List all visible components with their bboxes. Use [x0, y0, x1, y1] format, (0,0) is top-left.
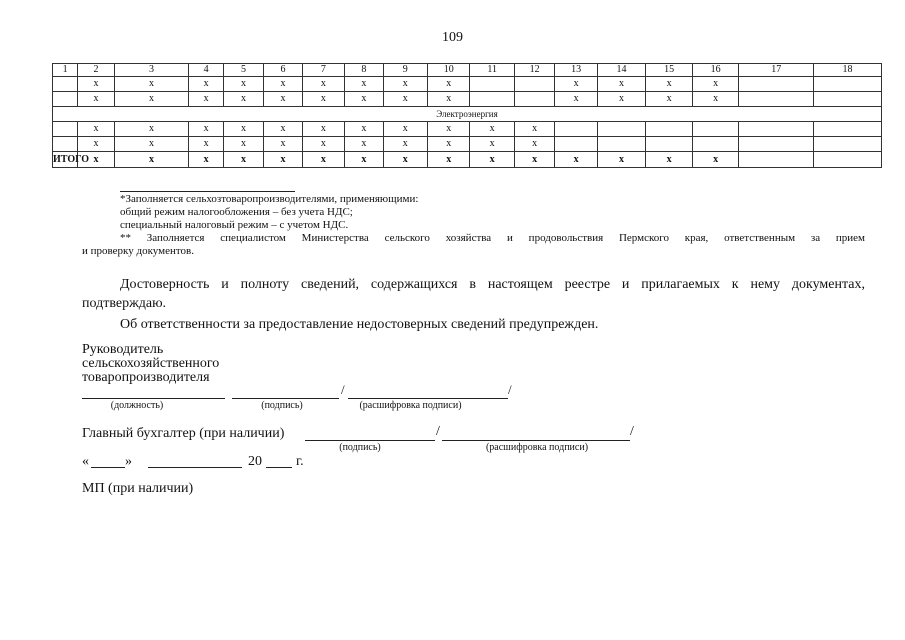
caption-position: (должность): [110, 400, 164, 411]
date-close-quote: »: [125, 454, 132, 469]
footnote-2: ** Заполняется специалистом Министерства сельского хозяйства и продовольствия Пермского края, ответственным за прием: [120, 232, 865, 244]
table-cell: [646, 122, 693, 137]
table-cell: [555, 122, 597, 137]
table-cell: x: [264, 77, 302, 92]
table-cell: x: [514, 122, 554, 137]
date-day-field[interactable]: [91, 467, 125, 468]
table-cell: x: [427, 152, 469, 168]
table-cell: 3: [114, 64, 189, 77]
table-cell: x: [692, 77, 739, 92]
table-cell: 11: [470, 64, 514, 77]
table-cell: x: [302, 77, 344, 92]
table-cell: x: [383, 152, 427, 168]
table-cell: x: [345, 137, 383, 152]
footnote-2-cont: и проверку документов.: [82, 245, 194, 257]
date-year-prefix: 20: [248, 454, 262, 469]
table-cell: x: [345, 122, 383, 137]
table-cell: 9: [383, 64, 427, 77]
table-cell: x: [78, 137, 114, 152]
head-title-line-2: сельскохозяйственного: [82, 356, 220, 371]
table-cell: x: [223, 137, 263, 152]
table-cell: x: [597, 77, 646, 92]
table-cell: x: [514, 137, 554, 152]
table-cell: [814, 152, 882, 168]
section-title: Электроэнергия: [53, 107, 882, 122]
footnote-1b: специальный налоговый режим – с учетом НДС.: [120, 219, 349, 231]
table-cell: x: [345, 77, 383, 92]
date-year-suffix: г.: [296, 454, 304, 469]
table-cell: x: [78, 77, 114, 92]
table-row: [53, 122, 882, 137]
table-cell: x: [345, 152, 383, 168]
accountant-decoding-field[interactable]: [442, 440, 630, 441]
position-field[interactable]: [82, 398, 225, 399]
table-cell: [739, 122, 814, 137]
date-month-field[interactable]: [148, 467, 242, 468]
table-cell: [470, 92, 514, 107]
table-cell: x: [189, 152, 223, 168]
table-cell: 4: [189, 64, 223, 77]
chief-accountant-label: Главный бухгалтер (при наличии): [82, 426, 285, 441]
head-title-line-3: товаропроизводителя: [82, 370, 210, 385]
table-cell: [814, 122, 882, 137]
table-cell: x: [78, 92, 114, 107]
table-cell: 12: [514, 64, 554, 77]
table-cell: x: [470, 137, 514, 152]
table-cell: x: [692, 92, 739, 107]
table-cell: x: [114, 77, 189, 92]
table-cell: 7: [302, 64, 344, 77]
accountant-signature-field[interactable]: [305, 440, 435, 441]
certification-para-1: Достоверность и полноту сведений, содержащихся в настоящем реестре и прилагаемых к нему документах,: [120, 277, 865, 292]
head-title: [82, 343, 219, 385]
table-cell: x: [383, 77, 427, 92]
table-cell: x: [264, 152, 302, 168]
table-cell: [470, 77, 514, 92]
table-cell: x: [427, 137, 469, 152]
table-cell: x: [692, 152, 739, 168]
table-cell: x: [78, 122, 114, 137]
table-cell: [739, 77, 814, 92]
table-row: [53, 77, 882, 92]
table-cell: x: [427, 77, 469, 92]
table-cell: 1: [53, 64, 78, 77]
table-cell: [814, 77, 882, 92]
certification-para-1-cont: подтверждаю.: [82, 296, 167, 311]
table-cell: x: [189, 122, 223, 137]
head-title-line-1: Руководитель: [82, 342, 164, 357]
table-cell: 17: [739, 64, 814, 77]
table-cell: x: [383, 122, 427, 137]
table-cell: 5: [223, 64, 263, 77]
table-cell: 18: [814, 64, 882, 77]
table-cell: x: [646, 152, 693, 168]
table-row: [53, 137, 882, 152]
table-row: [53, 92, 882, 107]
table-cell: 2: [78, 64, 114, 77]
table-cell: x: [223, 77, 263, 92]
section-row: [53, 107, 882, 122]
table-cell: x: [114, 152, 189, 168]
table-cell: x: [383, 137, 427, 152]
registry-table: [52, 63, 882, 168]
table-cell: x: [189, 137, 223, 152]
head-signature-field[interactable]: [232, 398, 339, 399]
table-cell: [514, 92, 554, 107]
table-cell: 16: [692, 64, 739, 77]
table-cell: [53, 92, 78, 107]
date-year-field[interactable]: [266, 467, 292, 468]
slash: /: [508, 382, 512, 397]
table-cell: 8: [345, 64, 383, 77]
table-cell: x: [264, 92, 302, 107]
table-cell: 10: [427, 64, 469, 77]
table-cell: x: [264, 137, 302, 152]
caption-decoding: (расшифровка подписи): [359, 400, 462, 411]
table-cell: ИТОГО: [53, 152, 78, 168]
table-cell: [514, 77, 554, 92]
table-cell: [739, 92, 814, 107]
table-cell: x: [114, 92, 189, 107]
footnote-separator: [120, 191, 295, 192]
table-cell: x: [302, 122, 344, 137]
table-cell: x: [302, 92, 344, 107]
table-cell: [597, 137, 646, 152]
table-cell: x: [514, 152, 554, 168]
table-cell: [555, 137, 597, 152]
footnote-1a: общий режим налогообложения – без учета НДС;: [120, 206, 353, 218]
page-number: 109: [442, 30, 463, 45]
table-cell: 6: [264, 64, 302, 77]
table-cell: x: [223, 152, 263, 168]
slash: /: [436, 424, 440, 439]
table-cell: x: [302, 137, 344, 152]
footnote-1: *Заполняется сельхозтоваропроизводителями, применяющими:: [120, 193, 419, 205]
table-cell: [692, 137, 739, 152]
table-cell: x: [427, 122, 469, 137]
table-cell: x: [345, 92, 383, 107]
table-cell: [646, 137, 693, 152]
caption-signature: (подпись): [261, 400, 303, 411]
table-cell: x: [555, 152, 597, 168]
table-cell: [692, 122, 739, 137]
table-cell: x: [555, 77, 597, 92]
table-cell: x: [78, 152, 114, 168]
table-cell: [53, 77, 78, 92]
table-cell: 15: [646, 64, 693, 77]
table-cell: [739, 152, 814, 168]
table-cell: x: [189, 92, 223, 107]
head-signature-decoding-field[interactable]: [348, 398, 508, 399]
stamp-label: МП (при наличии): [82, 481, 194, 496]
table-cell: x: [264, 122, 302, 137]
caption-accountant-decoding: (расшифровка подписи): [485, 442, 589, 453]
table-cell: x: [427, 92, 469, 107]
table-cell: x: [470, 152, 514, 168]
total-row: [53, 152, 882, 168]
table-cell: [53, 122, 78, 137]
table-cell: [814, 92, 882, 107]
table-cell: x: [597, 92, 646, 107]
table-cell: x: [597, 152, 646, 168]
table-cell: 14: [597, 64, 646, 77]
slash: /: [341, 382, 345, 397]
table-cell: x: [646, 77, 693, 92]
table-cell: [597, 122, 646, 137]
table-cell: x: [555, 92, 597, 107]
slash: /: [630, 424, 634, 439]
table-cell: x: [223, 92, 263, 107]
table-cell: x: [114, 137, 189, 152]
table-cell: [814, 137, 882, 152]
table-cell: x: [223, 122, 263, 137]
table-cell: [739, 137, 814, 152]
table-cell: x: [383, 92, 427, 107]
table-cell: [53, 137, 78, 152]
table-cell: x: [189, 77, 223, 92]
caption-accountant-signature: (подпись): [339, 442, 381, 453]
table-cell: x: [470, 122, 514, 137]
certification-para-2: Об ответственности за предоставление недостоверных сведений предупрежден.: [120, 317, 599, 332]
table-cell: 13: [555, 64, 597, 77]
table-cell: x: [302, 152, 344, 168]
table-cell: x: [646, 92, 693, 107]
column-number-row: [53, 64, 882, 77]
date-open-quote: «: [82, 454, 89, 469]
table-cell: x: [114, 122, 189, 137]
